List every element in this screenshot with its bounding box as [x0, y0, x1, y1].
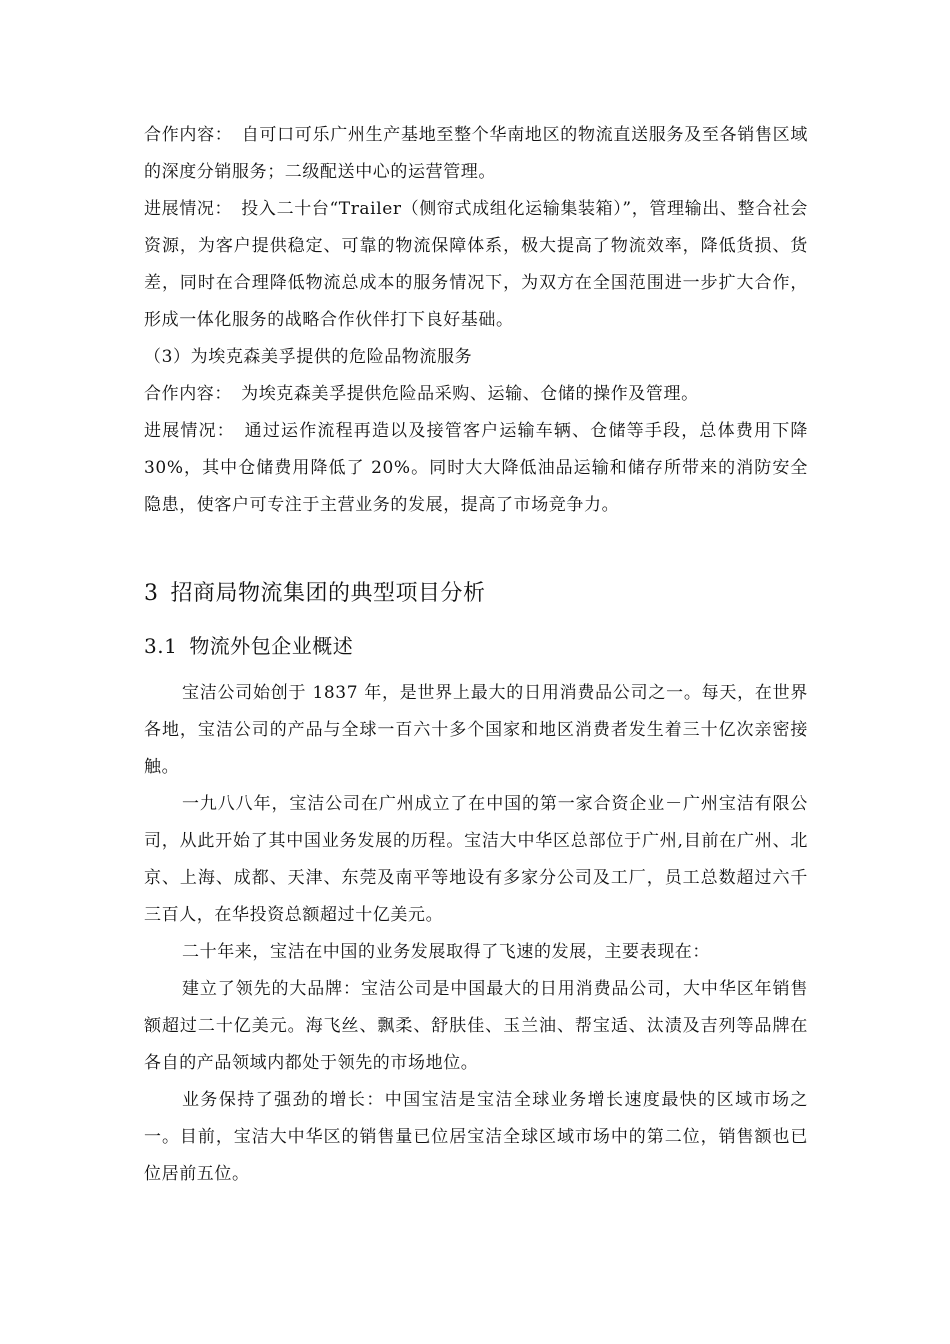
pg-brands-paragraph: 建立了领先的大品牌：宝洁公司是中国最大的日用消费品公司，大中华区年销售额超过二十亿美元。海飞丝、飘柔、舒肤佳、玉兰油、帮宝适、汰渍及吉列等品牌在各自的产品领域内都处于领先的市场地位。 [144, 979, 808, 1073]
pg-history-paragraph: 宝洁公司始创于 1837 年，是世界上最大的日用消费品公司之一。每天，在世界各地，宝洁公司的产品与全球一百六十多个国家和地区消费者发生着三十亿次亲密接触。 [144, 683, 808, 777]
pg-growth-paragraph: 业务保持了强劲的增长：中国宝洁是宝洁全球业务增长速度最快的区域市场之一。目前，宝洁大中华区的销售量已位居宝洁全球区域市场中的第二位，销售额也已位居前五位。 [144, 1090, 808, 1184]
section-number: 3 [144, 581, 159, 606]
section-heading [144, 574, 486, 614]
exxonmobil-progress-paragraph: 进展情况： 通过运作流程再造以及接管客户运输车辆、仓储等手段，总体费用下降 30%，其中仓储费用降低了 20%。同时大大降低油品运输和储存所带来的消防安全隐患，使客户可专注于主营业务的发展，提高了市场竞争力。 [144, 421, 808, 515]
pg-china-paragraph: 一九八八年，宝洁公司在广州成立了在中国的第一家合资企业－广州宝洁有限公司，从此开始了其中国业务发展的历程。宝洁大中华区总部位于广州,目前在广州、北京、上海、成都、天津、东莞及南平等地设有多家分公司及工厂，员工总数超过六千三百人，在华投资总额超过十亿美元。 [144, 794, 808, 925]
subsection-title: 物流外包企业概述 [189, 634, 354, 658]
section-title: 招商局物流集团的典型项目分析 [170, 581, 486, 606]
exxonmobil-cooperation-paragraph: 合作内容： 为埃克森美孚提供危险品采购、运输、仓储的操作及管理。 [144, 384, 699, 404]
subsection-heading [144, 627, 353, 665]
exxonmobil-subtitle: （3）为埃克森美孚提供的危险品物流服务 [144, 347, 473, 367]
cooperation-content-paragraph: 合作内容： 自可口可乐广州生产基地至整个华南地区的物流直送服务及至各销售区域的深度分销服务；二级配送中心的运营管理。 [144, 125, 808, 182]
progress-paragraph: 进展情况： 投入二十台“Trailer（侧帘式成组化运输集装箱）”，管理输出、整合社会资源，为客户提供稳定、可靠的物流保障体系，极大提高了物流效率，降低货损、货差，同时在合理降低物流总成本的服务情况下，为双方在全国范围进一步扩大合作，形成一体化服务的战略合作伙伴打下良好基础。 [144, 199, 808, 330]
subsection-number: 3.1 [144, 634, 178, 658]
pg-development-paragraph: 二十年来，宝洁在中国的业务发展取得了飞速的发展，主要表现在： [182, 942, 710, 962]
